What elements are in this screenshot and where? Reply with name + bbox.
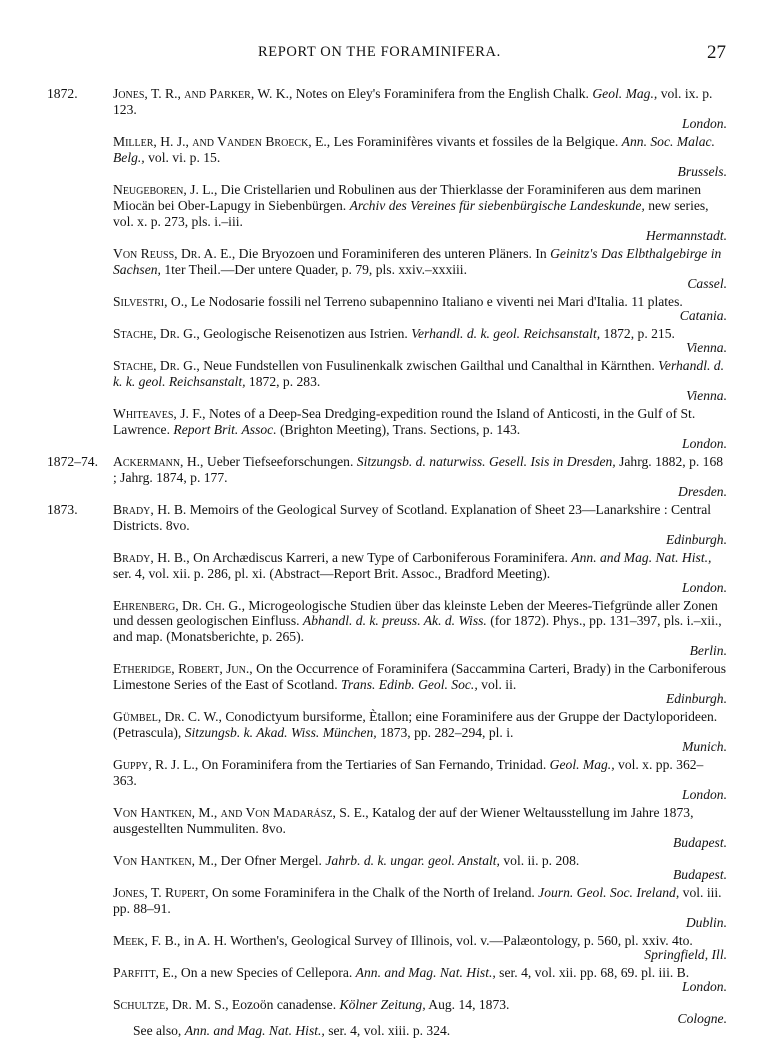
entry-author: Von Reuss, Dr. A. E., [113, 245, 236, 261]
entry-text: Ueber Tiefseeforschungen. [206, 453, 354, 469]
entry-author: Jones, T. Rupert, [113, 885, 209, 901]
entry-place: Berlin. [689, 643, 727, 659]
entry-author: Silvestri, O., [113, 293, 188, 309]
see-also-note [133, 1023, 450, 1039]
entry-place: Catania. [679, 307, 727, 323]
entry-body [113, 933, 727, 963]
entry-body [113, 757, 727, 803]
entry-source: Geol. Mag., [549, 757, 615, 773]
reference-entry [0, 502, 776, 548]
entry-text: Memoirs of the Geological Survey of Scotland. Explanation of Sheet 23—Lanarkshire : Central Districts. 8vo. [113, 501, 712, 533]
entry-body [113, 454, 727, 500]
entry-details: 1872, p. 283. [248, 373, 321, 389]
reference-entry [0, 885, 776, 931]
entry-year: 1873. [47, 501, 78, 517]
entry-source: Sitzungsb. k. Akad. Wiss. München, [184, 725, 377, 741]
entry-source: Verhandl. d. k. k. geol. Reichsanstalt, [113, 357, 724, 389]
entry-place: Edinburgh. [665, 691, 727, 707]
entry-place: London. [682, 579, 727, 595]
entry-source: Ann. Soc. Malac. Belg., [113, 133, 715, 165]
entry-details: vol. iii. pp. 88–91. [113, 885, 722, 917]
page-number: 27 [707, 42, 726, 63]
entry-body [113, 598, 727, 660]
entry-author: Guppy, R. J. L., [113, 757, 199, 773]
entry-body [113, 134, 727, 180]
entry-text: in A. H. Worthen's, Geological Survey of Illinois, vol. v.—Palæontology, p. 560, pl. xxiv. 4to. [183, 933, 693, 949]
entry-details: vol. vi. p. 15. [148, 149, 221, 165]
entry-source: Trans. Edinb. Geol. Soc., [341, 677, 478, 693]
reference-entry [0, 805, 776, 851]
entry-place: London. [682, 979, 727, 995]
entry-body [113, 406, 727, 452]
entry-author: Miller, H. J., and Vanden Broeck, E., [113, 133, 331, 149]
entry-text: Notes on Eley's Foraminifera from the English Chalk. [295, 86, 589, 101]
entry-text: Geologische Reisenotizen aus Istrien. [203, 325, 408, 341]
entry-text: On the Occurrence of Foraminifera (Saccammina Carteri, Brady) in the Carboniferous Limestone Series of the East of Scotland. [113, 661, 727, 693]
page-title: REPORT ON THE FORAMINIFERA. [258, 44, 501, 60]
entry-details: ser. 4, vol. xii. p. 286, pl. xi. (Abstract—Report Brit. Assoc., Bradford Meeting). [113, 565, 551, 581]
note-source: Ann. and Mag. Nat. Hist., [184, 1023, 325, 1038]
entry-source: Ann. and Mag. Nat. Hist., [355, 965, 496, 981]
entry-year: 1872. [47, 86, 78, 101]
entry-source: Archiv des Vereines für siebenbürgische Landeskunde, [349, 197, 645, 213]
note-prefix: See also, [133, 1023, 182, 1038]
entry-place: Dublin. [685, 915, 727, 931]
entry-body [113, 661, 727, 707]
entry-author: Parfitt, E., [113, 965, 178, 981]
reference-entry [0, 661, 776, 707]
entry-body [113, 965, 727, 995]
entry-text: Eozoön canadense. [231, 997, 337, 1013]
entry-details: Aug. 14, 1873. [428, 997, 510, 1013]
entry-details: vol. ii. [481, 677, 517, 693]
entry-details: (Brighton Meeting), Trans. Sections, p. 143. [280, 421, 521, 437]
reference-list [0, 86, 776, 1029]
entry-text: Conodictyum bursiforme, Ètallon; eine Foraminifere aus der Gruppe der Dactyloporideen. (Petrascula), [113, 709, 718, 741]
reference-entry [0, 246, 776, 292]
entry-details: new series, vol. x. p. 273, pls. i.–iii. [113, 197, 709, 229]
entry-author: Neugeboren, J. L., [113, 181, 218, 197]
entry-author: Etheridge, Robert, Jun., [113, 661, 253, 677]
entry-body [113, 550, 727, 596]
entry-place: Budapest. [673, 835, 727, 851]
reference-entry [0, 86, 776, 132]
reference-entry [0, 294, 776, 324]
entry-body [113, 885, 727, 931]
entry-text: On Foraminifera from the Tertiaries of San Fernando, Trinidad. [201, 757, 547, 773]
note-details: ser. 4, vol. xiii. p. 324. [328, 1023, 451, 1038]
entry-body [113, 853, 727, 883]
entry-text: Les Foraminifères vivants et fossiles de la Belgique. [333, 133, 619, 149]
entry-text: Die Cristellarien und Robulinen aus der Thierklasse der Foraminiferen aus dem marinen Miocän bei Ober-Lapugy in Siebenbürgen. [113, 181, 702, 213]
entry-text: Katalog der auf der Wiener Weltausstellung im Jahre 1873, ausgestellten Nummuliten. 8vo. [113, 805, 694, 837]
entry-author: Whiteaves, J. F., [113, 405, 206, 421]
entry-source: Journ. Geol. Soc. Ireland, [538, 885, 680, 901]
entry-author: Ackermann, H., [113, 453, 204, 469]
entry-body [113, 246, 727, 292]
entry-text: Neue Fundstellen von Fusulinenkalk zwischen Gailthal und Canalthal in Kärnthen. [203, 357, 655, 373]
entry-body [113, 805, 727, 851]
entry-place: London. [682, 787, 727, 803]
entry-text: On some Foraminifera in the Chalk of the North of Ireland. [212, 885, 535, 901]
entry-source: Abhandl. d. k. preuss. Ak. d. Wiss. [302, 613, 487, 629]
entry-place: Budapest. [673, 867, 727, 883]
reference-entry [0, 182, 776, 244]
entry-place: Brussels. [677, 163, 727, 179]
entry-details: 11 plates. [631, 293, 683, 309]
entry-place: Cologne. [677, 1011, 727, 1027]
entry-author: Brady, H. B., [113, 549, 190, 565]
entry-year: 1872–74. [47, 453, 98, 469]
entry-place: Munich. [682, 739, 727, 755]
entry-details: 1ter Theil.—Der untere Quader, p. 79, pls. xxiv.–xxxiii. [164, 261, 467, 277]
entry-author: Gümbel, Dr. C. W., [113, 709, 222, 725]
entry-source: Ann. and Mag. Nat. Hist., [571, 549, 712, 565]
entry-source: Geol. Mag., [592, 86, 658, 101]
entry-author: Stache, Dr. G., [113, 325, 200, 341]
reference-entry [0, 598, 776, 660]
entry-text: On Archædiscus Karreri, a new Type of Carboniferous Foraminifera. [193, 549, 568, 565]
reference-entry [0, 326, 776, 356]
reference-entry [0, 933, 776, 963]
entry-place: Vienna. [686, 339, 727, 355]
entry-source: Kölner Zeitung, [339, 997, 426, 1013]
entry-details: vol. x. pp. 362–363. [113, 757, 704, 789]
entry-author: Brady, H. B. [113, 501, 187, 517]
reference-entry [0, 358, 776, 404]
entry-body [113, 326, 727, 356]
entry-text: Die Bryozoen und Foraminiferen des unteren Pläners. In [238, 245, 547, 261]
entry-author: Von Hantken, M., and Von Madarász, S. E., [113, 805, 369, 821]
reference-entry [0, 454, 776, 500]
reference-entry [0, 406, 776, 452]
entry-text: Le Nodosarie fossili nel Terreno subapennino Italiano e viventi nei Mari d'Italia. [190, 293, 628, 309]
entry-place: Springfield, Ill. [644, 947, 727, 963]
entry-source: Report Brit. Assoc. [173, 421, 277, 437]
entry-place: Hermannstadt. [645, 227, 727, 243]
entry-place: Vienna. [686, 387, 727, 403]
entry-details: (for 1872). Phys., pp. 131–397, pls. i.–xii., and map. (Monatsberichte, p. 265). [113, 613, 722, 645]
entry-text: On a new Species of Cellepora. [180, 965, 353, 981]
entry-details: Jahrg. 1882, p. 168 ; Jahrg. 1874, p. 177. [113, 453, 724, 485]
entry-body [113, 86, 727, 132]
entry-author: Schultze, Dr. M. S., [113, 997, 229, 1013]
entry-body [113, 502, 727, 548]
entry-place: London. [682, 435, 727, 451]
reference-entry [0, 965, 776, 995]
entry-details: vol. ix. p. 123. [113, 86, 713, 117]
entry-author: Stache, Dr. G., [113, 357, 200, 373]
entry-author: Von Hantken, M., [113, 853, 218, 869]
entry-text: Notes of a Deep-Sea Dredging-expedition round the Island of Anticosti, in the Gulf of St. Lawrence. [113, 405, 696, 437]
entry-source: Verhandl. d. k. geol. Reichsanstalt, [411, 325, 601, 341]
entry-place: Cassel. [687, 275, 727, 291]
reference-entry [0, 550, 776, 596]
reference-entry [0, 757, 776, 803]
entry-body [113, 294, 727, 324]
entry-author: Ehrenberg, Dr. Ch. G., [113, 597, 245, 613]
entry-source: Jahrb. d. k. ungar. geol. Anstalt, [325, 853, 500, 869]
entry-text: Der Ofner Mergel. [220, 853, 322, 869]
reference-entry [0, 134, 776, 180]
entry-details: ser. 4, vol. xii. pp. 68, 69. pl. iii. B. [499, 965, 690, 981]
entry-body [113, 709, 727, 755]
entry-body [113, 182, 727, 244]
entry-text: Microgeologische Studien über das kleinste Leben der Meeres-Tiefgründe aller Zonen und dessen geologischen Einfluss. [113, 597, 718, 629]
entry-place: Edinburgh. [665, 531, 727, 547]
running-header [0, 42, 776, 70]
entry-details: 1872, p. 215. [603, 325, 675, 341]
entry-source: Geinitz's Das Elbthalgebirge in Sachsen, [113, 245, 722, 277]
entry-details: 1873, pp. 282–294, pl. i. [380, 725, 514, 741]
entry-author: Meek, F. B., [113, 933, 181, 949]
entry-source: Sitzungsb. d. naturwiss. Gesell. Isis in Dresden, [356, 453, 616, 469]
entry-details: vol. ii. p. 208. [503, 853, 580, 869]
entry-body [113, 358, 727, 404]
entry-place: London. [682, 115, 727, 131]
entry-author: Jones, T. R., and Parker, W. K., [113, 86, 293, 101]
reference-entry [0, 853, 776, 883]
reference-entry [0, 709, 776, 755]
entry-place: Dresden. [678, 483, 727, 499]
